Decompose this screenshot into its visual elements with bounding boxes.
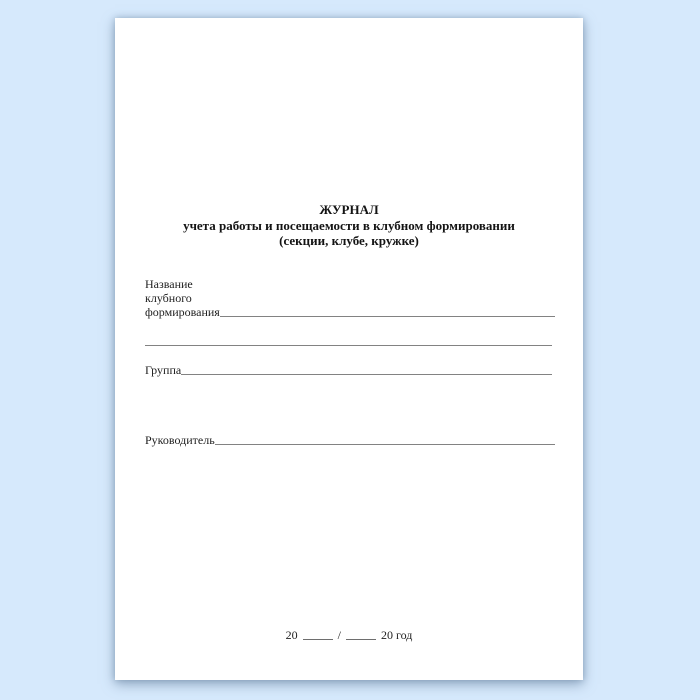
year-suffix: 20 год — [380, 628, 413, 642]
club-name-fill-line-1 — [220, 316, 555, 317]
year-field — [115, 628, 583, 642]
group-label: Группа — [145, 363, 182, 377]
journal-subtitle: учета работы и посещаемости в клубном формировании — [183, 217, 515, 233]
year-fill-line-2 — [346, 639, 376, 640]
club-name-field — [145, 277, 555, 319]
title-block — [115, 202, 583, 249]
leader-field — [145, 433, 555, 447]
journal-subtitle-parenthetical: (секции, клубе, кружке) — [279, 233, 419, 248]
club-name-label-line2: клубного — [145, 291, 192, 305]
group-fill-line — [181, 374, 552, 375]
year-fill-line-1 — [303, 639, 333, 640]
journal-cover-page — [115, 18, 583, 680]
club-name-label-line1: Название — [145, 277, 193, 291]
journal-title: ЖУРНАЛ — [319, 202, 379, 217]
year-prefix: 20 — [285, 628, 298, 642]
club-name-label-line3: формирования — [145, 305, 220, 319]
leader-fill-line — [215, 444, 555, 445]
group-field — [145, 363, 552, 377]
year-separator: / — [337, 628, 341, 642]
club-name-fill-line-2 — [145, 345, 552, 346]
leader-label: Руководитель — [145, 433, 215, 447]
